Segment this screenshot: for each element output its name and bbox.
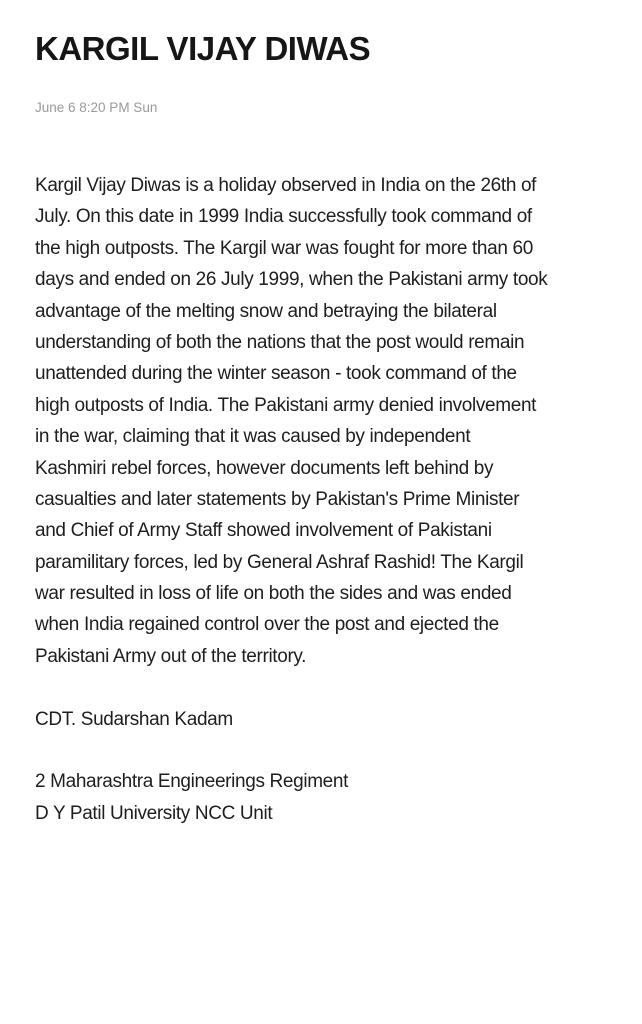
paragraph-line: and Chief of Army Staff showed involvement of Pakistani [35,520,492,542]
paragraph-line: understanding of both the nations that the post would remain [35,331,525,353]
unit-line: 2 Maharashtra Engineerings Regiment [35,771,349,793]
paragraph-line: Pakistani Army out of the territory. [35,645,307,667]
note-title: KARGIL VIJAY DIWAS [35,30,371,67]
paragraph-line: when India regained control over the post and ejected the [35,614,499,636]
paragraph-line: war resulted in loss of life on both the sides and was ended [35,583,512,605]
paragraph-line: high outposts of India. The Pakistani army denied involvement [35,394,537,416]
paragraph-line: July. On this date in 1999 India successfully took command of [35,206,532,228]
paragraph-line: paramilitary forces, led by General Ashraf Rashid! The Kargil [35,551,524,573]
note-body[interactable] [35,170,615,829]
paragraph-line: unattended during the winter season - took command of the [35,363,517,385]
paragraph-line: advantage of the melting snow and betraying the bilateral [35,300,497,322]
paragraph-line: casualties and later statements by Pakistan's Prime Minister [35,488,520,510]
blank-line [35,735,615,766]
paragraph-line: days and ended on 26 July 1999, when the Pakistani army took [35,269,548,291]
paragraph-line: Kashmiri rebel forces, however documents left behind by [35,457,494,479]
unit-line: D Y Patil University NCC Unit [35,802,273,824]
paragraph-line: the high outposts. The Kargil war was fought for more than 60 [35,237,533,259]
author-line: CDT. Sudarshan Kadam [35,708,233,730]
note-timestamp: June 6 8:20 PM Sun [35,100,158,115]
paragraph-line: Kargil Vijay Diwas is a holiday observed in India on the 26th of [35,175,537,196]
paragraph-line: in the war, claiming that it was caused by independent [35,426,471,448]
blank-line [35,672,615,703]
